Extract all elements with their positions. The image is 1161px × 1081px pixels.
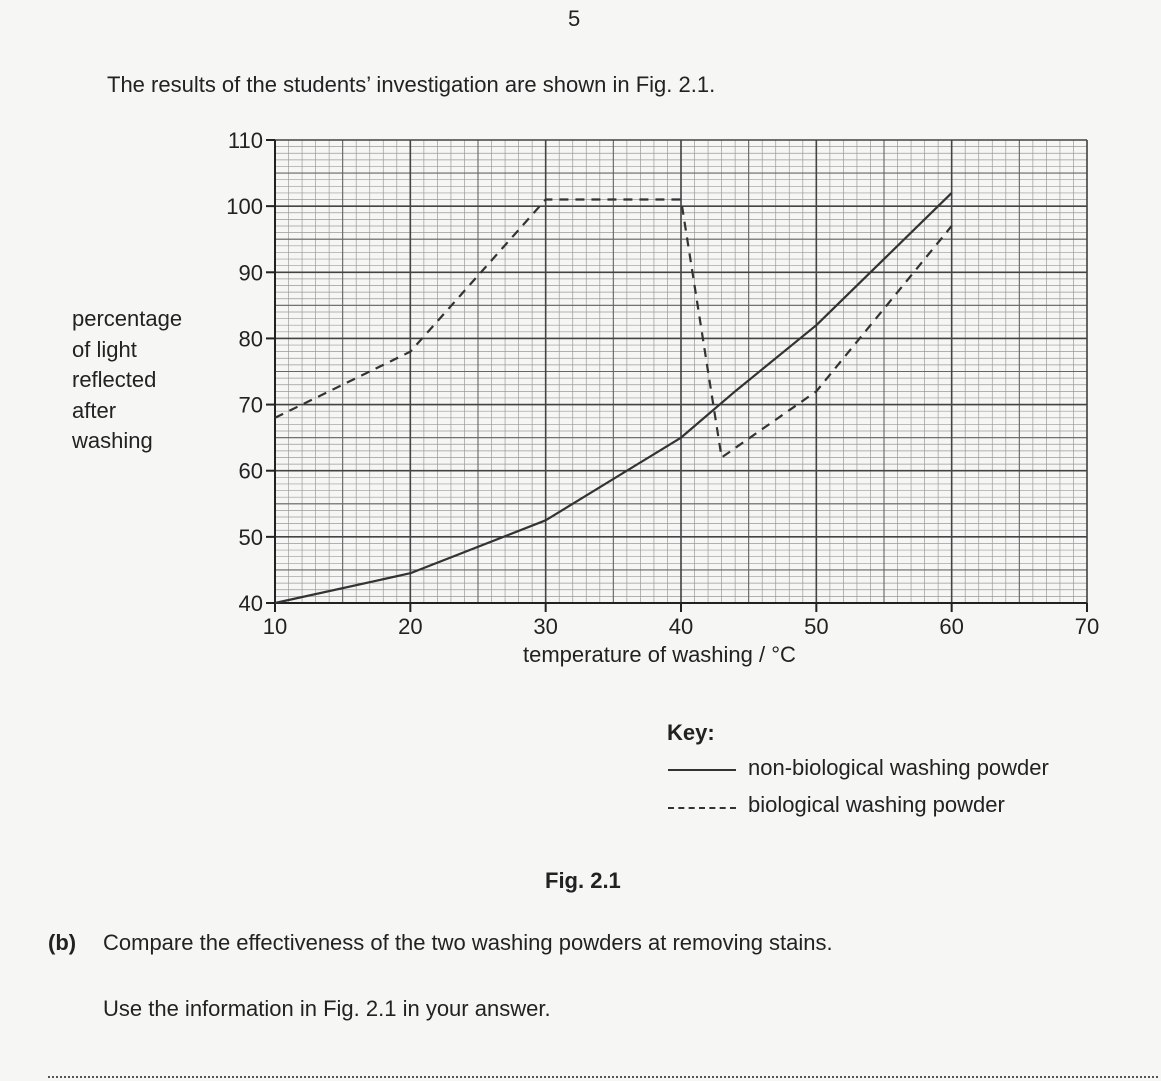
page-number: 5	[568, 6, 581, 31]
axes	[266, 140, 1087, 612]
question-instruction: Use the information in Fig. 2.1 in your answer.	[103, 996, 551, 1021]
x-tick-label: 40	[668, 614, 694, 639]
y-tick-label: 90	[238, 260, 263, 286]
y-tick-label: 100	[226, 194, 263, 220]
key-dashed-line-swatch	[668, 807, 736, 809]
x-tick-label: 50	[804, 614, 829, 639]
x-tick-label: 60	[939, 614, 964, 639]
x-tick-label: 20	[398, 614, 423, 639]
intro-text: The results of the students’ investigation are shown in Fig. 2.1.	[107, 72, 716, 97]
key-solid-line-swatch	[668, 769, 736, 771]
key-title: Key:	[667, 720, 715, 745]
y-tick-label: 60	[238, 458, 263, 484]
x-tick-label: 30	[533, 614, 558, 639]
key-label-biological: biological washing powder	[748, 792, 1005, 817]
question-label: (b)	[48, 930, 77, 955]
answer-line[interactable]	[48, 1076, 1158, 1078]
y-tick-label: 40	[238, 591, 263, 616]
tick-labels	[226, 128, 1099, 639]
key-label-non-biological: non-biological washing powder	[748, 755, 1049, 780]
question-text: Compare the effectiveness of the two washing powders at removing stains.	[103, 930, 833, 955]
y-tick-label: 80	[238, 326, 263, 352]
y-tick-label: 70	[238, 392, 263, 418]
x-tick-label: 10	[262, 614, 288, 639]
x-tick-label: 70	[1074, 614, 1100, 639]
y-tick-label: 110	[227, 128, 263, 153]
x-axis-label: temperature of washing / °C	[523, 642, 796, 667]
y-tick-label: 50	[238, 524, 263, 550]
figure-caption: Fig. 2.1	[545, 868, 621, 893]
y-axis-label: percentage of light reflected after washing	[72, 306, 183, 453]
